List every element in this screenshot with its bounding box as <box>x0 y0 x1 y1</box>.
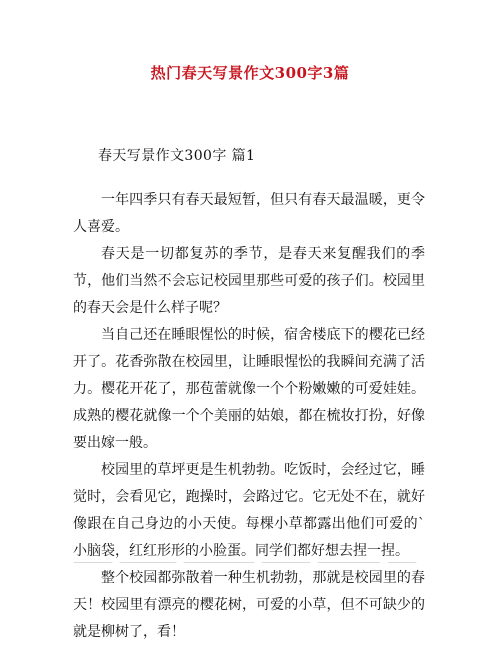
paragraph: 当自己还在睡眼惺忪的时候，宿舍楼底下的樱花已经开了。花香弥散在校园里，让睡眼惺忪的我瞬间充满了活力。樱花开花了，那苞蕾就像一个个粉嫩嫩的可爱娃娃。成熟的樱花就像一个个美丽的姑娘，都在梳妆打扮，好像要出嫁一般。 <box>73 327 425 451</box>
paragraph: 整个校园都弥散着一种生机勃勃，那就是校园里的春天！校园里有漂亮的樱花树，可爱的小草，但不可缺少的就是柳树了，看！ <box>73 570 425 640</box>
faded-text-fragment <box>387 562 417 563</box>
faded-text-fragment <box>73 562 113 563</box>
paragraph: 春天是一切都复苏的季节，是春天来复醒我们的季节，他们当然不会忘记校园里那些可爱的孩子们。校园里的春天会是什么样子呢？ <box>73 246 425 316</box>
document-title: 热门春天写景作文300字3篇 <box>150 64 350 82</box>
document-body <box>73 187 425 646</box>
faded-text-fragment <box>317 562 381 563</box>
faded-text-fragment <box>183 562 255 563</box>
faded-text-fragment <box>119 562 177 563</box>
paragraph: 校园里的草坪更是生机勃勃。吃饭时，会经过它，睡觉时，会看见它，跑操时，会路过它。它无处不在，就好像跟在自己身边的小天使。每棵小草都露出他们可爱的`小脑袋，红红形形的小脸蛋。同学们都好想去捏一捏。 <box>73 462 425 559</box>
section-heading: 春天写景作文300字 篇1 <box>98 148 256 164</box>
faded-text-fragment <box>261 562 311 563</box>
paragraph: 一年四季只有春天最短暂，但只有春天最温暖，更令人喜爱。 <box>73 192 425 235</box>
cut-off-text-line <box>73 553 425 563</box>
